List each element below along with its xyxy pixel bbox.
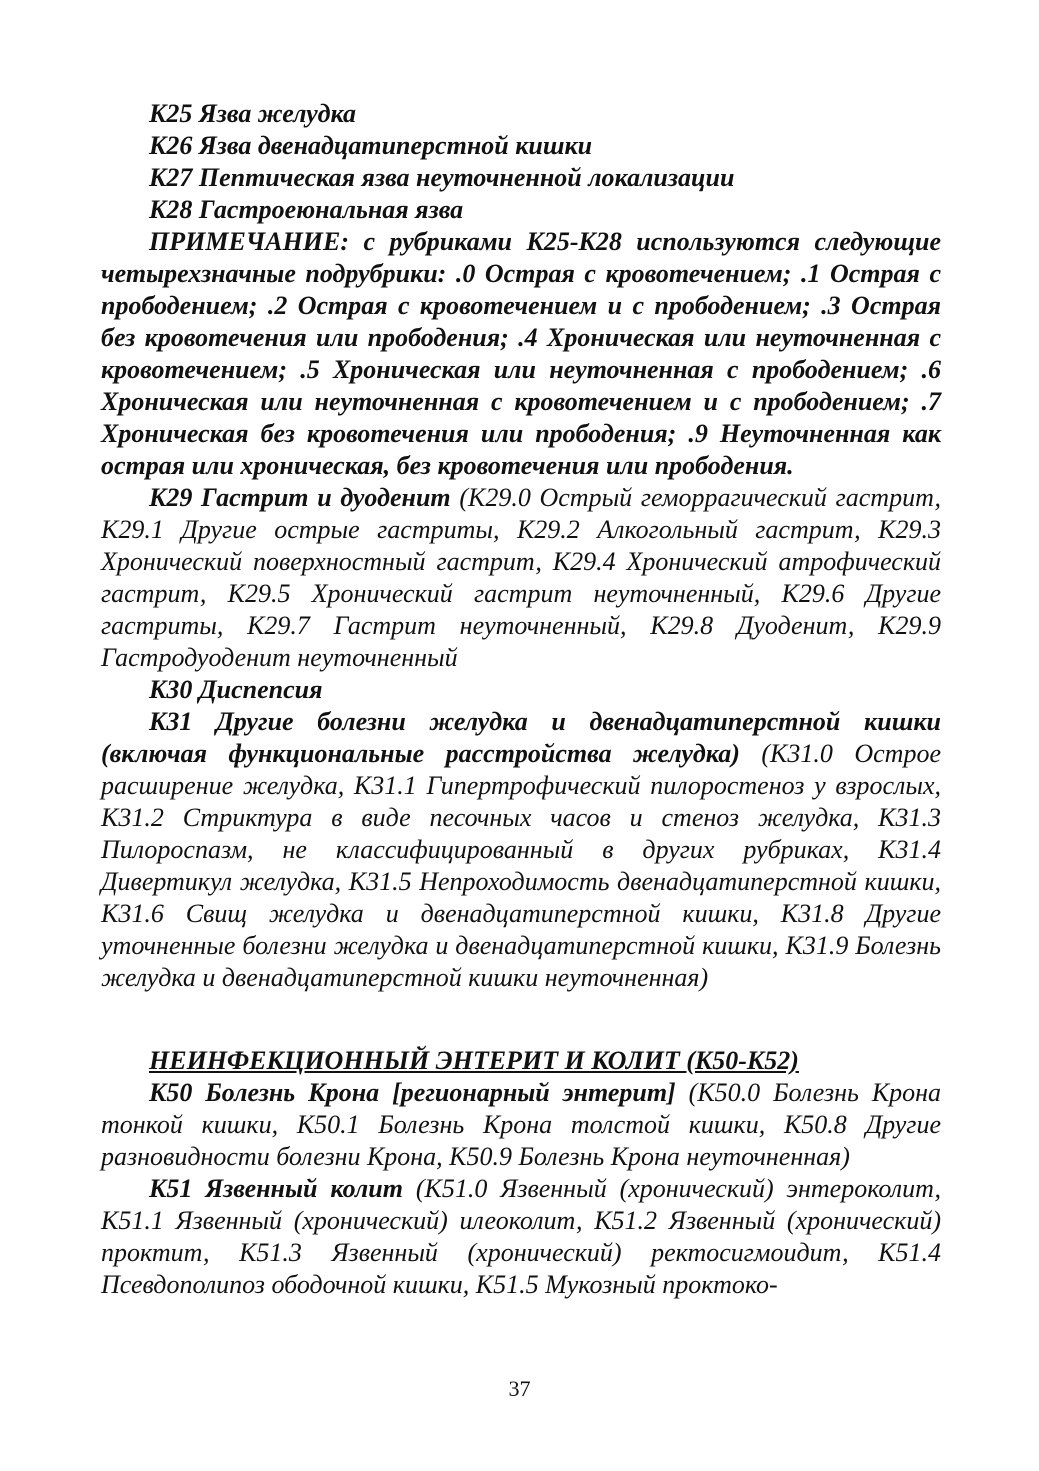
page-number: 37 [508,1376,531,1401]
entry-k50 [101,1077,941,1173]
entry-k50-title: K50 Болезнь Крона [регионарный энтерит] [149,1078,676,1107]
entry-k31 [101,706,941,994]
entry-k28: K28 Гастроеюнальная язва [149,195,464,224]
entry-k51-title: K51 Язвенный колит [149,1174,403,1203]
entry-k25: K25 Язва желудка [149,99,357,128]
entry-k26: K26 Язва двенадцатиперстной кишки [149,131,593,160]
entry-k31-text: (K31.0 Острое расширение желудка, K31.1 Гипертрофический пилоростеноз у взрослых, K31.2 Стриктура в виде песочных часов и стеноз желудка, K31.3 Пилороспазм, не классифицированный в других рубриках, K31.4 Дивертикул желудка, K31.5 Непроходимость двенадцатиперстной кишки, K31.6 Свищ желудка и двенадцатиперстной кишки, K31.8 Другие уточненные болезни желудка и двенадцатиперстной кишки, K31.9 Болезнь желудка и двенадцатиперстной кишки неуточненная) [101,739,941,992]
entry-k29-text: (K29.0 Острый геморрагический гастрит, K29.1 Другие острые гастриты, K29.2 Алкогольный гастрит, K29.3 Хронический поверхностный гастрит, K29.4 Хронический атрофический гастрит, K29.5 Хронический гастрит неуточненный, K29.6 Другие гастриты, K29.7 Гастрит неуточненный, K29.8 Дуоденит, K29.9 Гастродуоденит неуточненный [101,483,941,672]
entry-k29 [101,482,941,674]
entry-k30: K30 Диспепсия [149,675,323,704]
note-paragraph: ПРИМЕЧАНИЕ: с рубриками K25-K28 используются следующие четырехзначные подрубрики: .0 Острая с кровотечением; .1 Острая с прободением; .2 Острая с кровотечением и с прободением; .3 Острая без кровотечения или прободения; .4 Хроническая или неуточненная с кровотечением; .5 Хроническая или неуточненная с прободением; .6 Хроническая или неуточненная с кровотечением и с прободением; .7 Хроническая без кровотечения или прободения; .9 Неуточненная как острая или хроническая, без кровотечения или прободения. [101,227,941,480]
section-gap [101,994,941,1045]
entry-k29-title: K29 Гастрит и дуоденит [149,483,451,512]
entry-k51-text: (K51.0 Язвенный (хронический) энтероколит, K51.1 Язвенный (хронический) илеоколит, K51.2 Язвенный (хронический) проктит, K51.3 Язвенный (хронический) ректосигмоидит, K51.4 Псевдополипоз ободочной кишки, K51.5 Мукозный проктоко- [101,1174,941,1299]
section-heading: НЕИНФЕКЦИОННЫЙ ЭНТЕРИТ И КОЛИТ (K50-K52) [149,1046,799,1075]
entry-k50-text: (K50.0 Болезнь Крона тонкой кишки, K50.1 Болезнь Крона толстой кишки, K50.8 Другие разновидности болезни Крона, K50.9 Болезнь Крона неуточненная) [101,1078,941,1171]
entry-k31-title: K31 Другие болезни желудка и двенадцатиперстной кишки (включая функциональные расстройства желудка) [101,707,941,768]
entry-k51 [101,1173,941,1301]
body-text [101,98,941,1301]
entry-k27: K27 Пептическая язва неуточненной локализации [149,163,735,192]
